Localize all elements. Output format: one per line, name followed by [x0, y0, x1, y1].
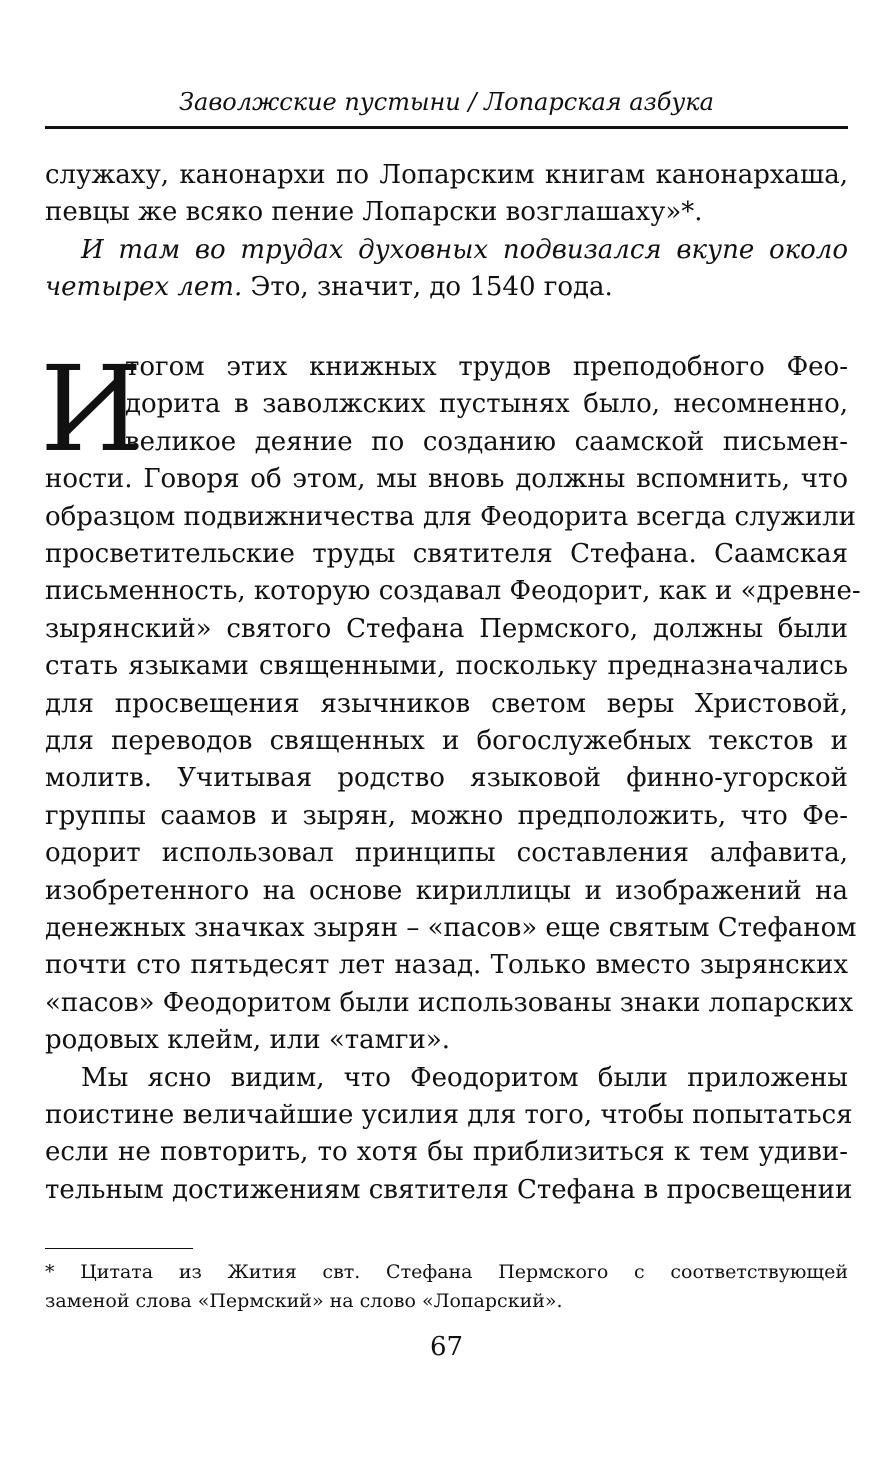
text-line: изобретенного на основе кириллицы и изображений на [45, 875, 848, 906]
text-line: «пасов» Феодоритом были использованы знаки лопарских [45, 987, 854, 1018]
footnote-line: * Цитата из Жития свт. Стефана Пермского с соответствующей [45, 1261, 848, 1283]
text-line: зырянский» святого Стефана Пермского, должны были [45, 613, 848, 644]
text-span: Это, значит, до 1540 года. [242, 272, 613, 302]
header-rule [45, 126, 848, 129]
italic-quote: четырех лет. [45, 272, 243, 302]
text-line: письменность, которую создавал Феодорит, как и «древне- [45, 576, 861, 607]
footnote-rule [45, 1248, 193, 1249]
text-line: И там во трудах духовных подвизался вкупе около [81, 235, 848, 265]
text-line: тогом этих книжных трудов преподобного Фео- [125, 352, 848, 382]
text-line: молитв. Учитывая родство языковой финно-угорской [45, 763, 848, 794]
text-line: Мы ясно видим, что Феодоритом были приложены [81, 1062, 848, 1093]
running-header: Заволжские пустыни / Лопарская азбука [179, 88, 714, 116]
text-line: группы саамов и зырян, можно предположить, что Фе- [45, 800, 848, 831]
text-line: для переводов священных и богослужебных текстов и [45, 726, 848, 756]
text-line: образцом подвижничества для Феодорита всегда служили [45, 501, 857, 532]
footnote-line: заменой слова «Пермский» на слово «Лопарский». [45, 1290, 563, 1312]
drop-cap: И [40, 340, 143, 478]
text-line: почти сто пятьдесят лет назад. Только вместо зырянских [45, 950, 848, 981]
text-line: денежных значках зырян – «пасов» еще святым Стефаном [45, 913, 857, 943]
text-line: певцы же всяко пение Лопарски возглашаху»*. [45, 197, 703, 227]
text-line: стать языками священными, поскольку предназначались [45, 651, 848, 682]
page-number: 67 [429, 1332, 464, 1362]
text-line: великое деяние по созданию саамской письмен- [125, 426, 848, 457]
text-line: поистине величайшие усилия для того, чтобы попытаться [45, 1100, 853, 1130]
text-line: для просвещения язычников светом веры Христовой, [45, 688, 848, 719]
text-line: тельным достижениям святителя Стефана в просвещении [45, 1174, 853, 1205]
text-line: дорита в заволжских пустынях было, несомненно, [125, 389, 848, 420]
text-line: просветительские труды святителя Стефана. Саамская [45, 539, 848, 569]
text-line: одорит использовал принципы составления алфавита, [45, 838, 848, 869]
text-line [45, 270, 848, 304]
text-line: если не повторить, то хотя бы приблизиться к тем удиви- [45, 1137, 848, 1168]
text-line: служаху, канонархи по Лопарским книгам канонархаша, [45, 160, 848, 190]
text-line: родовых клейм, или «тамги». [45, 1025, 451, 1056]
text-line: ности. Говоря об этом, мы вновь должны вспомнить, что [45, 464, 848, 495]
